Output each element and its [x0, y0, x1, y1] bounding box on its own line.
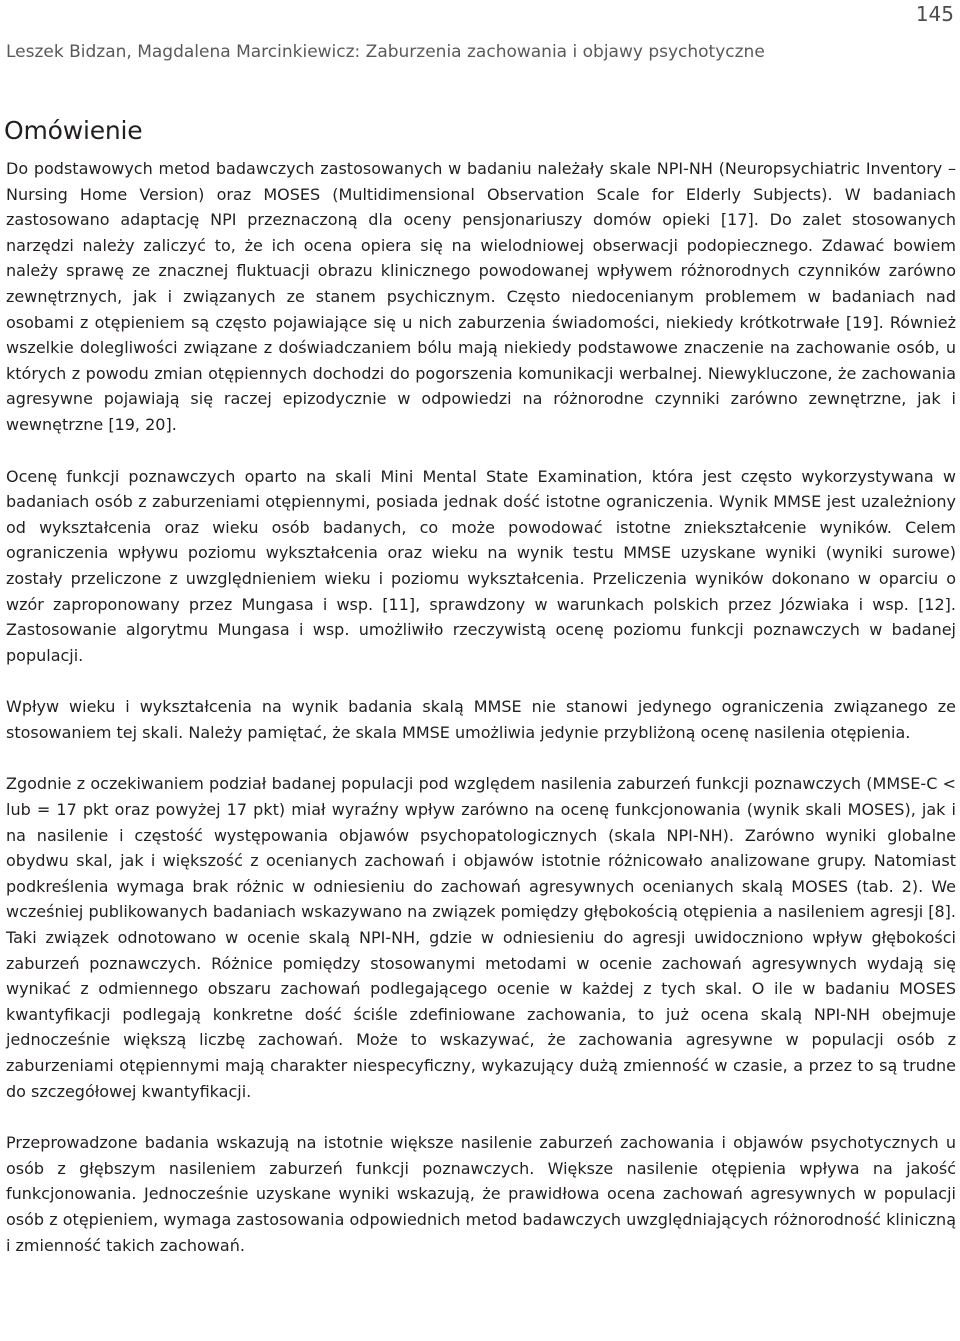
paragraph-mmse: Ocenę funkcji poznawczych oparto na skali Mini Mental State Examination, która jest często wykorzystywana w badaniach osób z zaburzeniami otępiennymi, posiada jednak dość istotne ograniczenia. Wynik MMSE jest uzależniony od wykształcenia oraz wieku osób badanych, co może powodować istotne zniekształcenie wyników. Celem ograniczenia wpływu poziomu wykształcenia oraz wieku na wynik testu MMSE uzyskane wyniki (wyniki surowe) zostały przeliczone z uwzględnieniem wieku i poziomu wykształcenia. Przeliczenia wyników dokonano w oparciu o wzór zaproponowany przez Mungasa i wsp. [11], sprawdzony w warunkach polskich przez Józwiaka i wsp. [12]. Zastosowanie algorytmu Mungasa i wsp. umożliwiło rzeczywistą ocenę poziomu funkcji poznawczych w badanej populacji. [6, 466, 956, 665]
paragraph-conclusions: Przeprowadzone badania wskazują na istotnie większe nasilenie zaburzeń zachowania i objawów psychotycznych u osób z głębszym nasileniem zaburzeń funkcji poznawczych. Większe nasilenie otępienia wpływa na jakość funkcjonowania. Jednocześnie uzyskane wyniki wskazują, że prawidłowa ocena zachowań agresywnych w populacji osób z otępieniem, wymaga zastosowania odpowiednich metod badawczych uwzględniających różnorodność kliniczną i zmienność takich zachowań. [6, 1133, 956, 1255]
paragraph-mmse-limitations: Wpływ wieku i wykształcenia na wynik badania skalą MMSE nie stanowi jedynego ograniczenia związanego ze stosowaniem tej skali. Należy pamiętać, że skala MMSE umożliwia jedynie przybliżoną ocenę nasilenia otępienia. [6, 697, 956, 742]
section-heading: Omówienie [4, 116, 143, 145]
paragraph-results-discussion: Zgodnie z oczekiwaniem podział badanej populacji pod względem nasilenia zaburzeń funkcji poznawczych (MMSE-C < lub = 17 pkt oraz powyżej 17 pkt) miał wyraźny wpływ zarówno na ocenę funkcjonowania (wynik skali MOSES), jak i na nasilenie i częstość występowania objawów psychopatologicznych (skala NPI-NH). Zarówno wyniki globalne obydwu skal, jak i większość z ocenianych zachowań i objawów istotnie różnicowało analizowane grupy. Natomiast podkreślenia wymaga brak różnic w odniesieniu do zachowań agresywnych ocenianych skalą MOSES (tab. 2). We wcześniej publikowanych badaniach wskazywano na związek pomiędzy głębokością otępienia a nasileniem agresji [8]. Taki związek odnotowano w ocenie skalą NPI-NH, gdzie w odniesieniu do agresji uwidoczniono wpływ głębokości zaburzeń poznawczych. Różnice pomiędzy stosowanymi metodami w ocenie zachowań agresywnych wydają się wynikać z odmiennego obszaru zachowań podlegającego ocenie w każdej z tych skal. O ile w badaniu MOSES kwantyfikacji podlegają konkretne dość ściśle zdefiniowane zachowania, to już ocena skalą NPI-NH obejmuje jednocześnie większą liczbę zachowań. Może to wskazywać, że zachowania agresywne w populacji osób z zaburzeniami otępiennymi mają charakter niespecyficzny, wykazujący dużą zmienność w czasie, a przez to są trudne do szczegółowej kwantyfikacji. [6, 774, 956, 1101]
paragraph-methods: Do podstawowych metod badawczych zastosowanych w badaniu należały skale NPI-NH (Neuropsychiatric Inventory – Nursing Home Version) oraz MOSES (Multidimensional Observation Scale for Elderly Subjects). W badaniach zastosowano adaptację NPI przeznaczoną dla oceny pensjonariuszy domów opieki [17]. Do zalet stosowanych narzędzi należy zaliczyć to, że ich ocena opiera się na wielodniowej obserwacji podopiecznego. Zdawać bowiem należy sprawę ze znacznej fluktuacji obrazu klinicznego powodowanej wpływem różnorodnych czynników zarówno zewnętrznych, jak i związanych ze stanem psychicznym. Często niedocenianym problemem w badaniach nad osobami z otępieniem są często pojawiające się u nich zaburzenia świadomości, niekiedy krótkotrwałe [19]. Również wszelkie dolegliwości związane z doświadczaniem bólu mają niekiedy podstawowe znaczenie na zachowanie osób, u których z powodu zmian otępiennych dochodzi do pogorszenia komunikacji werbalnej. Niewykluczone, że zachowania agresywne pojawiają się raczej epizodycznie w odpowiedzi na różnorodne czynniki zarówno zewnętrzne, jak i wewnętrzne [19, 20]. [6, 159, 956, 434]
page-number: 145 [915, 2, 954, 26]
running-header: Leszek Bidzan, Magdalena Marcinkiewicz: Zaburzenia zachowania i objawy psychotyczne [6, 42, 765, 62]
article-body [6, 156, 956, 1284]
